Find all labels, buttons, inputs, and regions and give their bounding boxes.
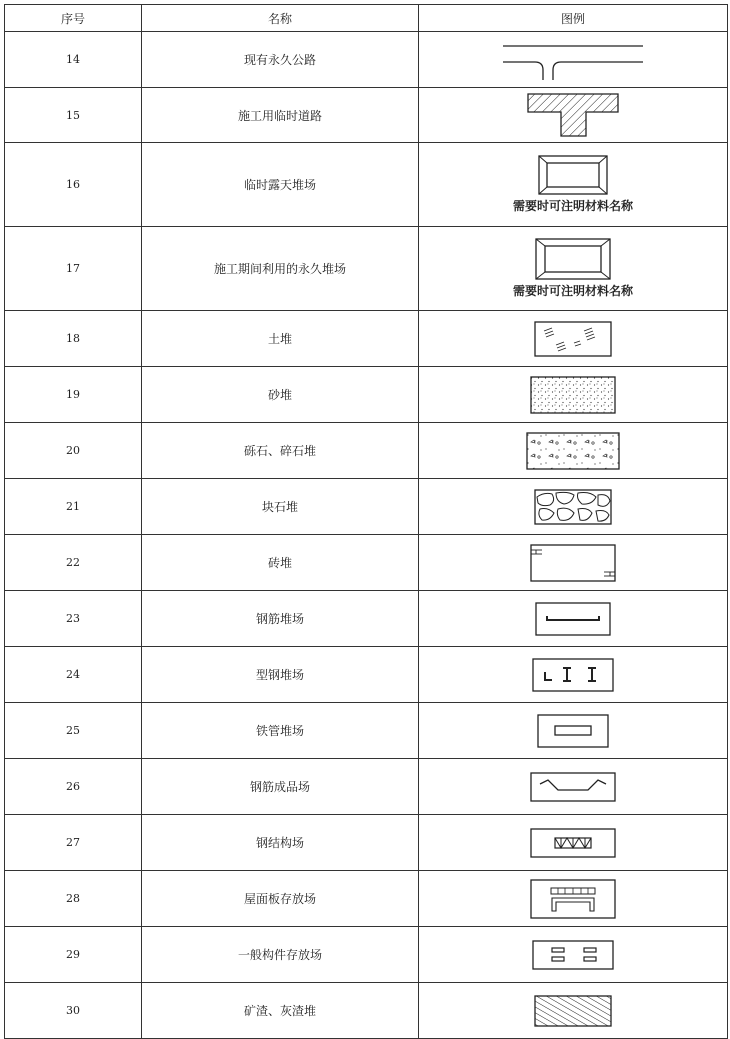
- header-name: 名称: [142, 5, 419, 32]
- row-number: 28: [5, 871, 142, 927]
- table-row: [5, 32, 728, 88]
- finished-rebar-yard-icon: [530, 772, 616, 802]
- row-name: 屋面板存放场: [142, 871, 419, 927]
- gravel-pile-icon: [526, 432, 620, 470]
- row-name: 铁管堆场: [142, 703, 419, 759]
- permanent-storage-yard-icon: [535, 238, 611, 280]
- row-number: 24: [5, 647, 142, 703]
- table-row: [5, 311, 728, 367]
- row-note: 需要时可注明材料名称: [512, 284, 633, 298]
- general-component-storage-icon: [532, 940, 614, 970]
- table-row: [5, 647, 728, 703]
- row-number: 25: [5, 703, 142, 759]
- table-row: [5, 143, 728, 227]
- temporary-open-storage-yard-icon: [538, 155, 608, 195]
- steel-structure-yard-icon: [530, 828, 616, 858]
- row-number: 15: [5, 88, 142, 143]
- row-name: 型钢堆场: [142, 647, 419, 703]
- row-name: 块石堆: [142, 479, 419, 535]
- row-number: 30: [5, 983, 142, 1039]
- table-row: [5, 871, 728, 927]
- row-number: 29: [5, 927, 142, 983]
- iron-pipe-yard-icon: [537, 714, 609, 748]
- row-number: 27: [5, 815, 142, 871]
- row-name: 钢结构场: [142, 815, 419, 871]
- row-name: 钢筋堆场: [142, 591, 419, 647]
- table-row: [5, 535, 728, 591]
- sand-pile-icon: [530, 376, 616, 414]
- temporary-construction-road-icon: [527, 93, 619, 137]
- table-row: [5, 927, 728, 983]
- header-figure: 图例: [419, 5, 728, 32]
- row-number: 18: [5, 311, 142, 367]
- rebar-yard-icon: [535, 602, 611, 636]
- row-number: 21: [5, 479, 142, 535]
- header-no: 序号: [5, 5, 142, 32]
- row-number: 19: [5, 367, 142, 423]
- row-name: 矿渣、灰渣堆: [142, 983, 419, 1039]
- row-number: 26: [5, 759, 142, 815]
- row-note: 需要时可注明材料名称: [512, 199, 633, 213]
- brick-pile-icon: [530, 544, 616, 582]
- row-name: 施工用临时道路: [142, 88, 419, 143]
- table-row: [5, 591, 728, 647]
- existing-permanent-road-icon: [503, 40, 643, 80]
- row-number: 14: [5, 32, 142, 88]
- table-row: [5, 367, 728, 423]
- soil-pile-icon: [534, 321, 612, 357]
- legend-table: [4, 4, 728, 1039]
- table-row: [5, 983, 728, 1039]
- row-name: 施工期间利用的永久堆场: [142, 227, 419, 311]
- header-row: [5, 5, 728, 32]
- table-row: [5, 227, 728, 311]
- row-number: 16: [5, 143, 142, 227]
- slag-ash-pile-icon: [534, 995, 612, 1027]
- row-number: 17: [5, 227, 142, 311]
- table-row: [5, 815, 728, 871]
- row-name: 临时露天堆场: [142, 143, 419, 227]
- table-row: [5, 759, 728, 815]
- block-stone-pile-icon: [534, 489, 612, 525]
- section-steel-yard-icon: [532, 658, 614, 692]
- row-name: 现有永久公路: [142, 32, 419, 88]
- table-row: [5, 423, 728, 479]
- table-row: [5, 479, 728, 535]
- row-name: 砾石、碎石堆: [142, 423, 419, 479]
- row-name: 一般构件存放场: [142, 927, 419, 983]
- row-name: 砂堆: [142, 367, 419, 423]
- row-number: 20: [5, 423, 142, 479]
- row-name: 钢筋成品场: [142, 759, 419, 815]
- row-number: 23: [5, 591, 142, 647]
- table-row: [5, 88, 728, 143]
- row-name: 土堆: [142, 311, 419, 367]
- row-name: 砖堆: [142, 535, 419, 591]
- roof-panel-storage-icon: [530, 879, 616, 919]
- table-row: [5, 703, 728, 759]
- row-number: 22: [5, 535, 142, 591]
